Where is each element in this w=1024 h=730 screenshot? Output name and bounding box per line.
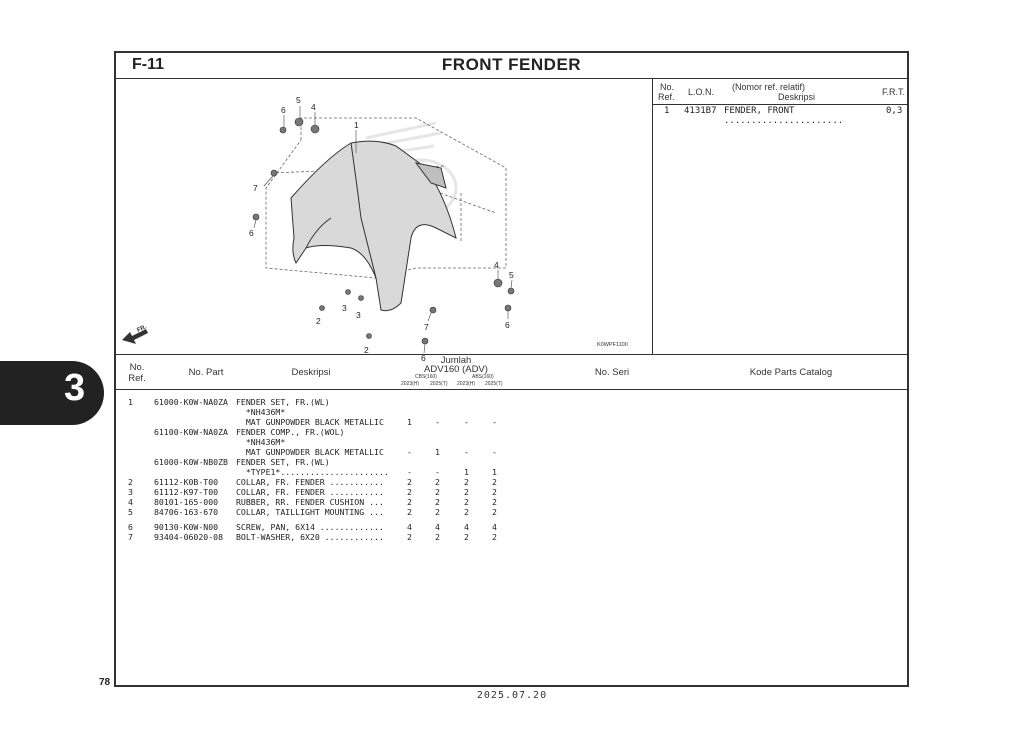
row-qty-1: 1	[407, 417, 412, 427]
ref-row-ref: 1	[664, 106, 670, 116]
row-description: *NH436M*	[236, 407, 286, 417]
row-description: *NH436M*	[236, 437, 286, 447]
row-qty-4: 2	[492, 532, 497, 542]
row-qty-2: 2	[435, 487, 440, 497]
row-part-number: 61000-K0W-NB0ZB	[154, 457, 228, 467]
page-title: FRONT FENDER	[441, 55, 582, 74]
chapter-tab[interactable]	[0, 361, 104, 425]
row-qty-1: 2	[407, 497, 412, 507]
row-qty-4: 2	[492, 507, 497, 517]
row-qty-4: 2	[492, 497, 497, 507]
row-description: COLLAR, FR. FENDER ...........	[236, 477, 384, 487]
row-qty-4: -	[492, 417, 497, 427]
row-qty-4: 4	[492, 522, 497, 532]
row-qty-3: 2	[464, 487, 469, 497]
row-qty-3: -	[464, 417, 469, 427]
th-deskripsi: Deskripsi	[291, 367, 331, 378]
th-no-ref: No. Ref.	[128, 362, 146, 384]
ref-col-frt: F.R.T.	[882, 87, 906, 97]
ref-row-lon: 4131B7	[684, 106, 717, 116]
row-qty-3: 2	[464, 532, 469, 542]
callout-3b: 3	[356, 310, 361, 320]
row-qty-2: -	[435, 467, 440, 477]
reference-panel	[652, 78, 907, 354]
row-qty-2: 2	[435, 507, 440, 517]
row-qty-2: 4	[435, 522, 440, 532]
callout-7b: 7	[424, 322, 429, 332]
ref-col-desc: Deskripsi	[778, 92, 816, 102]
table-row	[116, 437, 907, 447]
callout-5a: 5	[296, 95, 301, 105]
row-part-number: 61112-K97-T00	[154, 487, 219, 497]
ref-col-no: No.	[660, 82, 675, 92]
row-qty-1: 2	[407, 532, 412, 542]
svg-text:FR.: FR.	[136, 324, 148, 334]
table-row	[116, 532, 907, 542]
table-row	[116, 497, 907, 507]
callout-2b: 2	[364, 345, 369, 355]
th-cbs: CBS(160)	[415, 374, 437, 380]
table-row	[116, 467, 907, 477]
figure-code: K0WPF1100	[597, 342, 628, 348]
row-qty-1: 2	[407, 477, 412, 487]
fender-body	[291, 141, 456, 311]
ref-col-ref: Ref.	[658, 92, 675, 102]
row-part-number: 93404-06020-08	[154, 532, 224, 542]
row-qty-1: -	[407, 467, 412, 477]
row-qty-3: 2	[464, 507, 469, 517]
row-qty-4: 1	[492, 467, 497, 477]
row-ref: 6	[128, 522, 133, 532]
row-qty-4: -	[492, 447, 497, 457]
ref-row-frt: 0,3	[886, 106, 903, 116]
row-qty-3: 1	[464, 467, 469, 477]
print-date: 2025.07.20	[476, 690, 548, 701]
callout-3a: 3	[342, 303, 347, 313]
row-description: FENDER SET, FR.(WL)	[236, 397, 330, 407]
th-year-1: 2023(H)	[401, 381, 420, 387]
row-qty-1: 4	[407, 522, 412, 532]
th-year-3: 2023(H)	[457, 381, 476, 387]
row-ref: 1	[128, 397, 133, 407]
row-part-number: 61000-K0W-NA0ZA	[154, 397, 228, 407]
th-year-4: 2025(T)	[485, 381, 503, 387]
row-part-number: 80101-165-000	[154, 497, 219, 507]
ref-col-nomor: (Nomor ref. relatif)	[732, 82, 806, 92]
row-description: RUBBER, RR. FENDER CUSHION ...	[236, 497, 384, 507]
row-description: MAT GUNPOWDER BLACK METALLIC	[236, 447, 384, 457]
row-qty-2: 2	[435, 497, 440, 507]
row-qty-1: -	[407, 447, 412, 457]
row-description: *TYPE1*......................	[236, 467, 389, 477]
row-qty-2: 2	[435, 477, 440, 487]
row-ref: 2	[128, 477, 133, 487]
row-ref: 7	[128, 532, 133, 542]
ref-col-lon: L.O.N.	[688, 87, 715, 97]
row-description: COLLAR, TAILLIGHT MOUNTING ...	[236, 507, 384, 517]
table-row	[116, 397, 907, 407]
table-row	[116, 427, 907, 437]
parts-catalog-frame	[114, 51, 909, 687]
row-ref: 4	[128, 497, 133, 507]
callout-6d: 6	[421, 353, 426, 363]
th-no-part: No. Part	[188, 367, 224, 378]
th-abs: ABS(160)	[472, 374, 494, 380]
table-row	[116, 487, 907, 497]
row-qty-2: 2	[435, 532, 440, 542]
callout-7a: 7	[253, 183, 258, 193]
callout-2a: 2	[316, 316, 321, 326]
row-description: SCREW, PAN, 6X14 .............	[236, 522, 384, 532]
th-jumlah: Jumlah	[440, 355, 472, 366]
callout-6b: 6	[249, 228, 254, 238]
row-qty-4: 2	[492, 477, 497, 487]
row-part-number: 90130-K0W-N00	[154, 522, 219, 532]
row-ref: 5	[128, 507, 133, 517]
row-qty-3: -	[464, 447, 469, 457]
row-part-number: 61112-K0B-T00	[154, 477, 219, 487]
chapter-number: 3	[64, 367, 86, 409]
callout-1: 1	[354, 120, 359, 130]
row-part-number: 61100-K0W-NA0ZA	[154, 427, 228, 437]
row-ref: 3	[128, 487, 133, 497]
callout-6c: 6	[505, 320, 510, 330]
table-row	[116, 457, 907, 467]
callout-6a: 6	[281, 105, 286, 115]
row-qty-1: 2	[407, 507, 412, 517]
table-row	[116, 417, 907, 427]
table-row	[116, 507, 907, 517]
row-qty-4: 2	[492, 487, 497, 497]
th-kode: Kode Parts Catalog	[749, 367, 833, 378]
table-row	[116, 407, 907, 417]
row-description: COLLAR, FR. FENDER ...........	[236, 487, 384, 497]
table-row	[116, 522, 907, 532]
row-description: FENDER SET, FR.(WL)	[236, 457, 330, 467]
row-qty-3: 2	[464, 477, 469, 487]
row-description: FENDER COMP., FR.(WOL)	[236, 427, 345, 437]
page-number: 78	[99, 677, 111, 688]
table-row	[116, 477, 907, 487]
row-qty-2: -	[435, 417, 440, 427]
callout-4a: 4	[311, 102, 316, 112]
row-qty-3: 2	[464, 497, 469, 507]
front-direction-arrow	[122, 324, 148, 344]
ref-row-desc: FENDER, FRONT ......................	[724, 106, 844, 126]
title-bar	[116, 53, 907, 79]
table-row	[116, 447, 907, 457]
th-no-seri: No. Seri	[594, 367, 630, 378]
row-part-number: 84706-163-670	[154, 507, 219, 517]
parts-table-header	[116, 354, 907, 390]
callout-4b: 4	[494, 260, 499, 270]
th-model: ADV160 (ADV)	[424, 364, 488, 375]
callout-5b: 5	[509, 270, 514, 280]
row-qty-3: 4	[464, 522, 469, 532]
row-qty-2: 1	[435, 447, 440, 457]
row-description: BOLT-WASHER, 6X20 ............	[236, 532, 384, 542]
figure-number: F-11	[132, 56, 165, 73]
row-description: MAT GUNPOWDER BLACK METALLIC	[236, 417, 384, 427]
th-year-2: 2025(T)	[430, 381, 448, 387]
row-qty-1: 2	[407, 487, 412, 497]
